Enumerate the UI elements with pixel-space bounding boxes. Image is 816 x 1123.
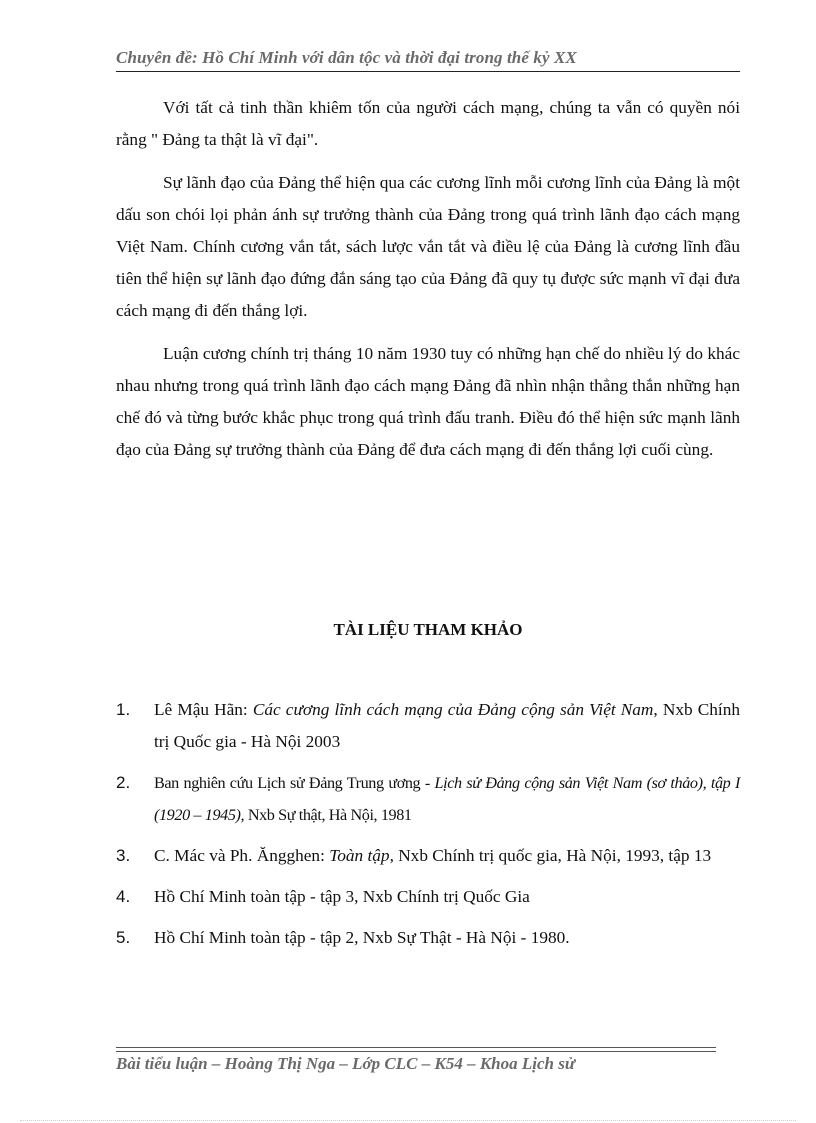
reference-work: Lịch sử Đảng cộng sản Việt Nam (sơ thảo), tập I (1920 – 1945), [154,774,740,824]
reference-author: Lê Mậu Hãn: [154,700,253,719]
body-text [116,92,740,477]
references-title: TÀI LIỆU THAM KHẢO [333,620,523,639]
footer-divider-bottom [116,1051,716,1052]
reference-number: 4. [116,887,131,906]
reference-number: 2. [116,773,131,792]
page-bottom-dotted-line [20,1120,796,1121]
reference-item-5 [116,922,740,954]
reference-text: Hồ Chí Minh toàn tập - tập 3, Nxb Chính trị Quốc Gia [154,887,530,906]
reference-text [154,767,740,831]
reference-number: 1. [116,700,131,719]
header-divider [116,71,740,72]
running-header: Chuyên đề: Hồ Chí Minh với dân tộc và thời đại trong thế kỷ XX [116,48,577,67]
reference-item-3 [116,840,740,872]
reference-publisher: , Nxb Chính trị Quốc gia - Hà Nội 2003 [154,700,740,751]
reference-number: 3. [116,846,131,865]
reference-number: 5. [116,928,131,947]
paragraph-1: Với tất cả tinh thần khiêm tốn của người cách mạng, chúng ta vẫn có quyền nói rằng " Đảng ta thật là vĩ đại". [116,98,740,149]
reference-item-2 [116,767,740,831]
references-list [116,694,740,963]
paragraph-2: Sự lãnh đạo của Đảng thể hiện qua các cương lĩnh mỗi cương lĩnh của Đảng là một dấu son chói lọi phản ánh sự trưởng thành của Đảng trong quá trình lãnh đạo cách mạng Việt Nam. Chính cương vắn tắt, sách lược vắn tắt và điều lệ của Đảng là cương lĩnh đầu tiên thể hiện sự lãnh đạo đứng đắn sáng tạo của Đảng đã quy tụ được sức mạnh vĩ đại đưa cách mạng đi đến thắng lợi. [116,173,740,320]
reference-item-4 [116,881,740,913]
reference-text: Hồ Chí Minh toàn tập - tập 2, Nxb Sự Thật - Hà Nội - 1980. [154,928,570,947]
reference-author: C. Mác và Ph. Ăngghen: [154,846,330,865]
running-footer: Bài tiểu luận – Hoàng Thị Nga – Lớp CLC – K54 – Khoa Lịch sử [116,1054,576,1073]
paragraph-3: Luận cương chính trị tháng 10 năm 1930 tuy có những hạn chế do nhiều lý do khác nhau nhưng trong quá trình lãnh đạo cách mạng Đảng đã nhìn nhận thẳng thắn những hạn chế đó và từng bước khắc phục trong quá trình đấu tranh. Điều đó thể hiện sức mạnh lãnh đạo của Đảng sự trưởng thành của Đảng để đưa cách mạng đi đến thắng lợi cuối cùng. [116,344,740,459]
reference-work: Các cương lĩnh cách mạng của Đảng cộng sản Việt Nam [252,700,654,719]
footer-divider-top [116,1047,716,1048]
reference-work: Toàn tập [329,846,390,865]
reference-publisher: , Nxb Chính trị quốc gia, Hà Nội, 1993, tập 13 [389,846,712,865]
reference-item-1 [116,694,740,758]
reference-text [154,840,740,872]
reference-author: Ban nghiên cứu Lịch sử Đảng Trung ương - [154,774,435,792]
reference-publisher: Nxb Sự thật, Hà Nội, 1981 [244,806,412,824]
reference-text [154,694,740,758]
